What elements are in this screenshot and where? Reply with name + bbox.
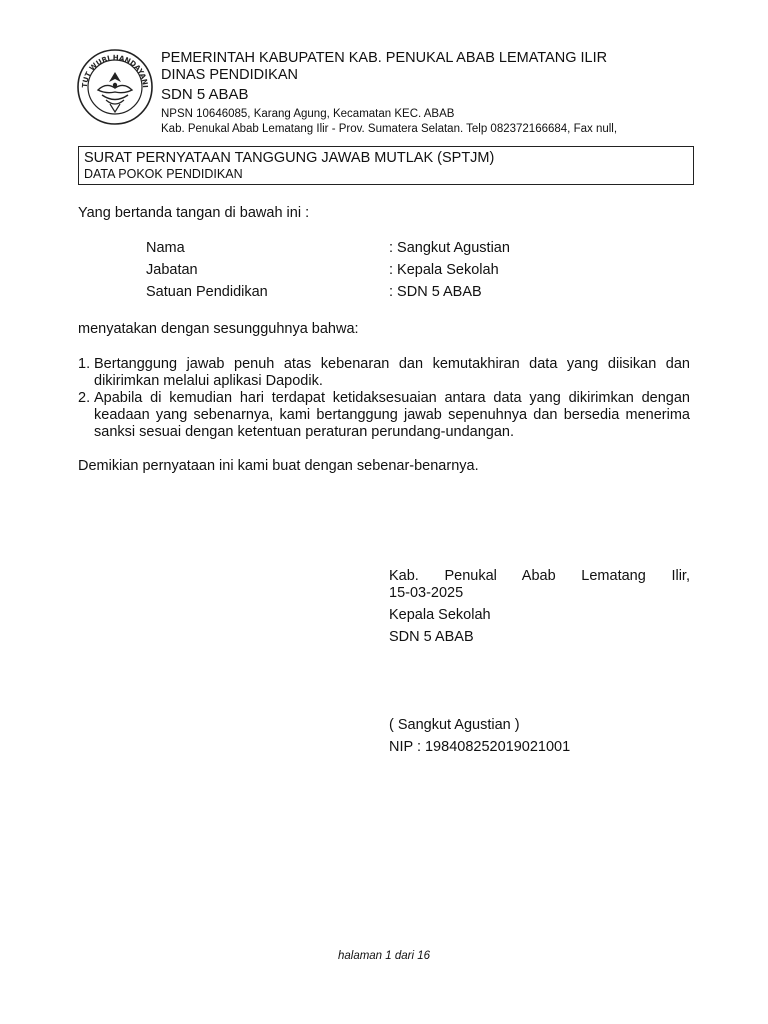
identity-value: : Kepala Sekolah: [389, 262, 499, 278]
tut-wuri-handayani-logo: [76, 48, 154, 126]
school-name: SDN 5 ABAB: [161, 86, 249, 103]
government-name: PEMERINTAH KABUPATEN KAB. PENUKAL ABAB LEMATANG ILIR: [161, 50, 608, 66]
logo-motto-text: TUT WURI HANDAYANI: [80, 53, 150, 89]
signer-nip: NIP : 198408252019021001: [389, 739, 571, 755]
letterhead: [161, 50, 721, 137]
signature-place: Kab. Penukal Abab Lematang Ilir,: [389, 568, 690, 584]
signer-name: ( Sangkut Agustian ): [389, 717, 520, 733]
identity-table: [146, 240, 691, 306]
page-number: halaman 1 dari 16: [337, 950, 431, 962]
statement-list: [78, 356, 690, 441]
declaration-text: menyatakan dengan sesungguhnya bahwa:: [78, 321, 359, 337]
identity-value: : Sangkut Agustian: [389, 240, 510, 256]
list-item-text: Bertanggung jawab penuh atas kebenaran dan kemutakhiran data yang diisikan dan dikirimkan melalui aplikasi Dapodik.: [94, 356, 690, 389]
intro-text: Yang bertanda tangan di bawah ini :: [78, 205, 310, 221]
signature-block: [389, 568, 690, 756]
list-item-number: 2.: [78, 390, 91, 406]
identity-row-position: [146, 262, 691, 284]
document-title: SURAT PERNYATAAN TANGGUNG JAWAB MUTLAK (SPTJM): [84, 150, 495, 166]
signer-school: SDN 5 ABAB: [389, 629, 474, 645]
signer-role: Kepala Sekolah: [389, 607, 491, 623]
document-subtitle: DATA POKOK PENDIDIKAN: [84, 167, 243, 181]
identity-label: Satuan Pendidikan: [146, 284, 268, 300]
list-item: [78, 390, 690, 441]
identity-row-unit: [146, 284, 691, 306]
closing-text: Demikian pernyataan ini kami buat dengan sebenar-benarnya.: [78, 458, 479, 474]
school-address-line2: Kab. Penukal Abab Lematang Ilir - Prov. Sumatera Selatan. Telp 082372166684, Fax null,: [161, 123, 618, 135]
list-item: [78, 356, 690, 390]
document-title-box: [78, 146, 694, 185]
department-name: DINAS PENDIDIKAN: [161, 67, 298, 83]
list-item-number: 1.: [78, 356, 91, 372]
identity-value: : SDN 5 ABAB: [389, 284, 482, 300]
identity-label: Jabatan: [146, 262, 198, 278]
signature-date: 15-03-2025: [389, 585, 464, 601]
identity-label: Nama: [146, 240, 185, 256]
school-address-line1: NPSN 10646085, Karang Agung, Kecamatan KEC. ABAB: [161, 108, 455, 120]
identity-row-name: [146, 240, 691, 262]
list-item-text: Apabila di kemudian hari terdapat ketidaksesuaian antara data yang dikirimkan dengan keadaan yang sebenarnya, kami bertanggung jawab sepenuhnya dan bersedia menerima sanksi sesuai dengan ketentuan peraturan perundang-undangan.: [94, 390, 690, 440]
